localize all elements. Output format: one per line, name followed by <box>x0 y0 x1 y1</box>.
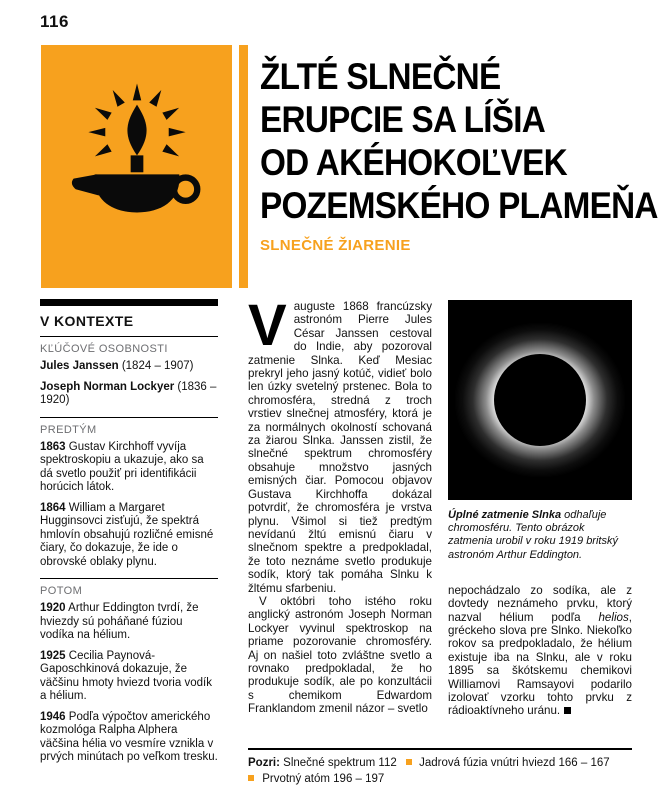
see-also-label: Pozri: <box>248 757 280 769</box>
square-bullet-icon <box>406 759 412 765</box>
sidebar-entry <box>40 381 218 408</box>
sidebar-entry <box>40 711 218 765</box>
article-subtitle: SLNEČNÉ ŽIARENIE <box>260 237 411 254</box>
entry-lead: 1946 <box>40 710 66 723</box>
sidebar-section-after <box>40 578 218 774</box>
entry-lead: Jules Janssen <box>40 360 119 372</box>
entry-lead: 1920 <box>40 602 66 614</box>
caption-lead: Úplné zatmenie Slnka <box>448 509 562 521</box>
title-line: POZEMSKÉHO PLAMEŇA <box>260 185 658 226</box>
paragraph-text: , gréckeho slova pre Slnko. Niekoľko rokov sa predpokladalo, že hélium existuje iba na Slnku, ale v roku 1895 sa škótskemu chemikovi Williamovi Ramsayovi podarilo izolovať vzorku tohto prvku z rádioaktívneho uránu. <box>448 610 632 718</box>
entry-text: Podľa výpočtov amerického kozmológa Ralpha Alphera väčšina hélia vo vesmíre vznikla v prvých minútach po veľkom tresku. <box>40 710 218 763</box>
sidebar-entry <box>40 502 218 570</box>
article-column-2 <box>448 300 632 718</box>
article-title <box>260 55 662 254</box>
sidebar-entry <box>40 602 218 643</box>
paragraph-text: auguste 1868 francúzsky astronóm Pierre Jules César Janssen cestoval do Indie, aby pozoroval zatmenie Slnka. Keď Mesiac prekryl jeho jasný kotúč, vidieť bolo len úzky svetelný prstenec. Bola to chromosféra, stredná z troch vrstiev slnečnej atmosféry, ktorá je za normálnych okolností schovaná za žiarou Slnka. Janssen zistil, že slnečné spektrum chromosféry obsahuje množstvo jasných emisných čiar. Pomocou objavov Gustava Kirchhoffa dokázal potvrdiť, že chromosféra je vrstva plynu. Všimol si tiež predtým nevídanú žltú emisnú čiaru v slnečnom spektre a predpokladal, že toto neznáme svetlo produkuje sodík, ktorý tak pomáha Slnku k žltému sfarbeniu. <box>248 300 432 595</box>
see-also-footer <box>248 748 632 787</box>
oil-lamp-icon <box>63 74 211 260</box>
entry-text: (1836 – 1920) <box>40 380 217 406</box>
moon-disc <box>494 354 586 446</box>
page-number: 116 <box>40 12 69 31</box>
square-bullet-icon <box>248 775 254 781</box>
italic-term: helios <box>598 610 629 624</box>
entry-lead: 1925 <box>40 649 66 662</box>
eclipse-photo <box>448 300 632 500</box>
entry-lead: 1863 <box>40 440 66 453</box>
entry-text: Cecilia Paynová-Gaposchkinová dokazuje, že väčšinu hmoty hviezd tvoria vodík a hélium. <box>40 649 212 702</box>
entry-text: Gustav Kirchhoff vyvíja spektroskopiu a ukazuje, ako sa dá svetlo použiť pri identifikácii horúcich látok. <box>40 440 204 493</box>
entry-text: (1824 – 1907) <box>118 360 194 372</box>
sidebar-entry <box>40 650 218 704</box>
eclipse-figure <box>448 300 632 562</box>
entry-lead: 1864 <box>40 501 66 514</box>
in-context-sidebar <box>40 299 218 774</box>
see-also-item: Slnečné spektrum 112 <box>283 757 397 769</box>
paragraph-text: nepochádzalo zo sodíka, ale z dovtedy neznámeho prvku, ktorý nazval hélium podľa <box>448 583 632 624</box>
article-column-1 <box>248 293 432 718</box>
see-also-item: Jadrová fúzia vnútri hviezd 166 – 167 <box>419 757 610 769</box>
figure-caption <box>448 509 632 562</box>
caption-text: odhaľuje chromosféru. Tento obrázok zatmenia urobil v roku 1919 britský astronóm Arthur Eddington. <box>448 509 618 561</box>
entry-lead: Joseph Norman Lockyer <box>40 380 175 393</box>
drop-cap: V <box>248 293 287 358</box>
see-also-item: Prvotný atóm 196 – 197 <box>262 772 385 785</box>
entry-text: William a Margaret Hugginsovci zisťujú, že spektrá hmlovín obsahujú rozličné emisné čiary, čo dokazuje, že ide o obrovské oblaky plynu. <box>40 501 214 568</box>
paragraph <box>248 293 432 595</box>
sidebar-section-key-figures <box>40 336 218 417</box>
paragraph: V októbri toho istého roku anglický astronóm Joseph Norman Lockyer vyvinul spektroskop na priame pozorovanie chromosféry. Aj on našiel toto zvláštne svetlo a rovnako predpokladal, že ho produkuje sodík, ale po konzultácii s chemikom Edwardom Franklandom zmenil názor – svetlo <box>248 594 432 716</box>
paragraph <box>448 584 632 718</box>
title-line: ŽLTÉ SLNEČNÉ <box>260 56 501 97</box>
title-accent-bar <box>239 45 248 288</box>
sidebar-entry <box>40 441 218 495</box>
section-heading: KĽÚČOVÉ OSOBNOSTI <box>40 343 168 355</box>
title-line: OD AKÉHOKOĽVEK <box>260 142 567 183</box>
section-heading: PREDTÝM <box>40 423 97 436</box>
sidebar-entry <box>40 360 218 374</box>
entry-text: Arthur Eddington tvrdí, že hviezdy sú poháňané fúziou vodíka na hélium. <box>40 602 199 641</box>
article-body <box>248 293 632 718</box>
topic-icon-box <box>41 45 232 288</box>
end-mark <box>564 707 571 714</box>
sidebar-title: V KONTEXTE <box>40 299 218 336</box>
section-heading: POTOM <box>40 585 83 597</box>
title-line: ERUPCIE SA LÍŠIA <box>260 99 546 140</box>
sidebar-section-before <box>40 417 218 579</box>
